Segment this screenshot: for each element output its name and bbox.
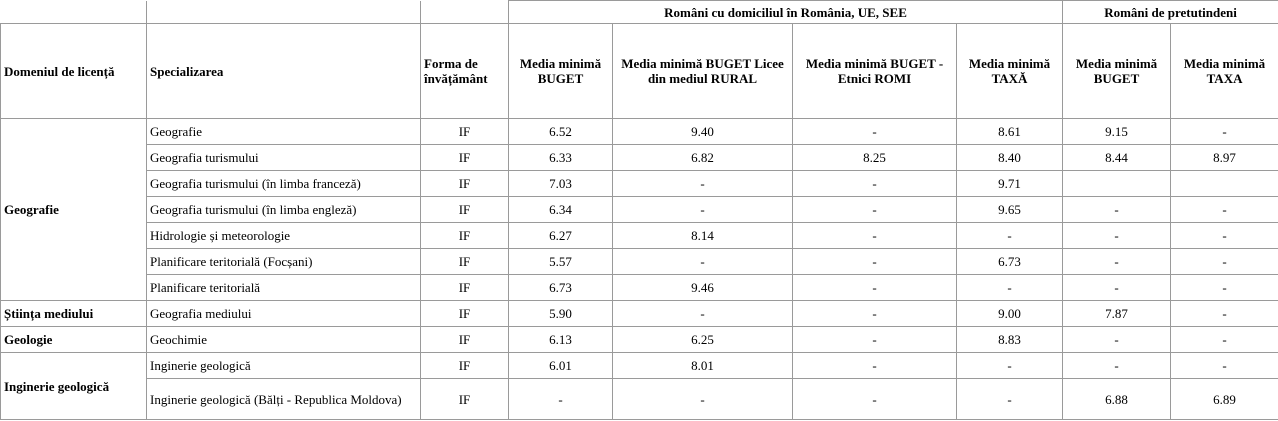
table-row xyxy=(1,275,1278,301)
cell-pret-buget: 9.15 xyxy=(1063,119,1171,145)
cell-romi: - xyxy=(793,301,957,327)
group-header-pretutindeni: Români de pretutindeni xyxy=(1063,1,1278,24)
table-row xyxy=(1,171,1278,197)
cell-forma: IF xyxy=(421,223,509,249)
group-header-romania: Români cu domiciliul în România, UE, SEE xyxy=(509,1,1063,24)
cell-taxa: - xyxy=(957,353,1063,379)
cell-pret-taxa: - xyxy=(1171,353,1278,379)
col-header-pret-buget: Media minimă BUGET xyxy=(1063,24,1171,119)
cell-spec: Geografia turismului (în limba engleză) xyxy=(147,197,421,223)
cell-taxa: 8.83 xyxy=(957,327,1063,353)
cell-spec: Geografia mediului xyxy=(147,301,421,327)
cell-buget: 6.73 xyxy=(509,275,613,301)
cell-pret-buget: 6.88 xyxy=(1063,379,1171,420)
cell-pret-taxa: 8.97 xyxy=(1171,145,1278,171)
cell-spec: Planificare teritorială (Focșani) xyxy=(147,249,421,275)
domain-geografie: Geografie xyxy=(1,119,147,301)
cell-forma: IF xyxy=(421,353,509,379)
cell-buget: 6.13 xyxy=(509,327,613,353)
cell-pret-taxa: - xyxy=(1171,119,1278,145)
cell-pret-buget: - xyxy=(1063,275,1171,301)
cell-taxa: 9.71 xyxy=(957,171,1063,197)
table-row xyxy=(1,249,1278,275)
domain-inginerie-geologica: Inginerie geologică xyxy=(1,353,147,420)
cell-pret-buget: - xyxy=(1063,353,1171,379)
cell-taxa: 9.00 xyxy=(957,301,1063,327)
empty-cell xyxy=(1,1,147,24)
cell-pret-buget: - xyxy=(1063,223,1171,249)
cell-buget: 7.03 xyxy=(509,171,613,197)
domain-geologie: Geologie xyxy=(1,327,147,353)
cell-spec: Inginerie geologică (Bălți - Republica Moldova) xyxy=(147,379,421,420)
cell-buget: 6.52 xyxy=(509,119,613,145)
col-header-buget-romi: Media minimă BUGET - Etnici ROMI xyxy=(793,24,957,119)
cell-spec: Planificare teritorială xyxy=(147,275,421,301)
cell-rural: 8.01 xyxy=(613,353,793,379)
cell-romi: - xyxy=(793,379,957,420)
cell-spec: Inginerie geologică xyxy=(147,353,421,379)
cell-buget: 5.90 xyxy=(509,301,613,327)
cell-spec: Geochimie xyxy=(147,327,421,353)
col-header-buget-rural: Media minimă BUGET Licee din mediul RURAL xyxy=(613,24,793,119)
cell-forma: IF xyxy=(421,327,509,353)
cell-spec: Geografie xyxy=(147,119,421,145)
cell-pret-taxa xyxy=(1171,171,1278,197)
cell-taxa: - xyxy=(957,223,1063,249)
cell-spec: Hidrologie și meteorologie xyxy=(147,223,421,249)
cell-pret-taxa: - xyxy=(1171,197,1278,223)
domain-stiinta-mediului: Știința mediului xyxy=(1,301,147,327)
cell-pret-taxa: - xyxy=(1171,249,1278,275)
cell-pret-buget: - xyxy=(1063,327,1171,353)
table-row xyxy=(1,145,1278,171)
cell-taxa: 8.61 xyxy=(957,119,1063,145)
cell-romi: - xyxy=(793,327,957,353)
cell-pret-taxa: 6.89 xyxy=(1171,379,1278,420)
cell-romi: - xyxy=(793,275,957,301)
cell-rural: - xyxy=(613,197,793,223)
table-row xyxy=(1,327,1278,353)
cell-forma: IF xyxy=(421,171,509,197)
cell-forma: IF xyxy=(421,275,509,301)
cell-romi: - xyxy=(793,353,957,379)
cell-rural: - xyxy=(613,379,793,420)
cell-rural: 6.25 xyxy=(613,327,793,353)
cell-rural: - xyxy=(613,171,793,197)
cell-pret-taxa: - xyxy=(1171,327,1278,353)
empty-cell xyxy=(421,1,509,24)
cell-forma: IF xyxy=(421,197,509,223)
empty-cell xyxy=(147,1,421,24)
cell-taxa: 6.73 xyxy=(957,249,1063,275)
cell-romi: - xyxy=(793,249,957,275)
table-row xyxy=(1,301,1278,327)
cell-rural: 8.14 xyxy=(613,223,793,249)
column-header-row xyxy=(1,24,1278,119)
col-header-specializare: Specializarea xyxy=(147,24,421,119)
cell-romi: - xyxy=(793,171,957,197)
cell-pret-buget: 7.87 xyxy=(1063,301,1171,327)
table-row xyxy=(1,197,1278,223)
cell-pret-buget: 8.44 xyxy=(1063,145,1171,171)
cell-forma: IF xyxy=(421,301,509,327)
cell-forma: IF xyxy=(421,145,509,171)
cell-pret-taxa: - xyxy=(1171,275,1278,301)
cell-pret-taxa: - xyxy=(1171,301,1278,327)
table-row xyxy=(1,223,1278,249)
cell-buget: 6.01 xyxy=(509,353,613,379)
cell-romi: - xyxy=(793,223,957,249)
cell-spec: Geografia turismului xyxy=(147,145,421,171)
cell-rural: 6.82 xyxy=(613,145,793,171)
cell-pret-buget: - xyxy=(1063,249,1171,275)
cell-buget: 6.33 xyxy=(509,145,613,171)
col-header-pret-taxa: Media minimă TAXA xyxy=(1171,24,1278,119)
cell-taxa: 9.65 xyxy=(957,197,1063,223)
cell-rural: 9.46 xyxy=(613,275,793,301)
col-header-buget: Media minimă BUGET xyxy=(509,24,613,119)
cell-pret-taxa: - xyxy=(1171,223,1278,249)
cell-forma: IF xyxy=(421,249,509,275)
col-header-forma: Forma de învățământ xyxy=(421,24,509,119)
cell-taxa: - xyxy=(957,379,1063,420)
cell-pret-buget xyxy=(1063,171,1171,197)
cell-buget: 6.34 xyxy=(509,197,613,223)
cell-buget: - xyxy=(509,379,613,420)
table-row xyxy=(1,119,1278,145)
cell-rural: - xyxy=(613,301,793,327)
cell-rural: 9.40 xyxy=(613,119,793,145)
table-row xyxy=(1,379,1278,420)
cell-romi: 8.25 xyxy=(793,145,957,171)
cell-spec: Geografia turismului (în limba franceză) xyxy=(147,171,421,197)
cell-romi: - xyxy=(793,119,957,145)
cell-taxa: - xyxy=(957,275,1063,301)
cell-romi: - xyxy=(793,197,957,223)
group-header-row xyxy=(1,1,1278,24)
col-header-domeniu: Domeniul de licență xyxy=(1,24,147,119)
cell-buget: 6.27 xyxy=(509,223,613,249)
cell-forma: IF xyxy=(421,379,509,420)
cell-forma: IF xyxy=(421,119,509,145)
cell-rural: - xyxy=(613,249,793,275)
cell-buget: 5.57 xyxy=(509,249,613,275)
cell-pret-buget: - xyxy=(1063,197,1171,223)
col-header-taxa: Media minimă TAXĂ xyxy=(957,24,1063,119)
cell-taxa: 8.40 xyxy=(957,145,1063,171)
table-row xyxy=(1,353,1278,379)
